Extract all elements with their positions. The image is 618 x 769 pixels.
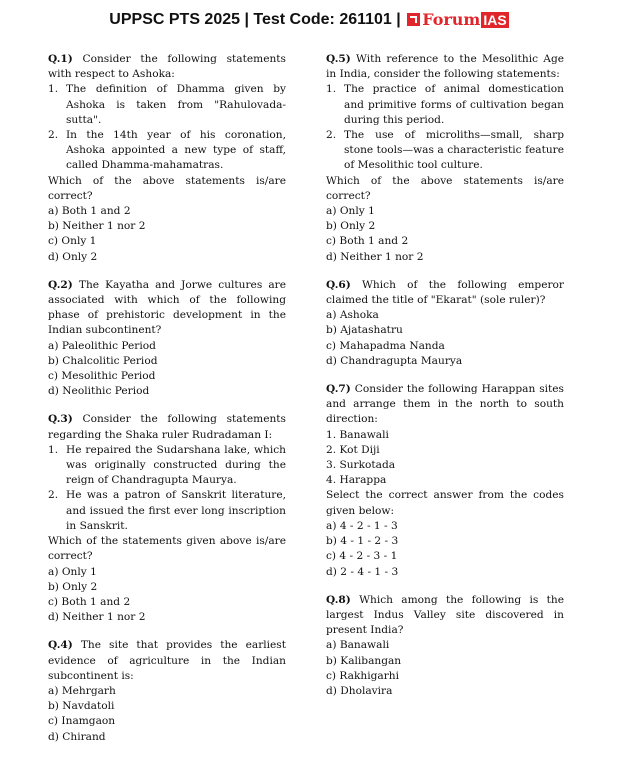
option: d) Neolithic Period: [48, 385, 150, 398]
option: b) 4 - 1 - 2 - 3: [326, 535, 399, 548]
option: a) Paleolithic Period: [48, 339, 156, 352]
site-list-item: 1. Banawali: [326, 428, 389, 441]
question-stem: Q.1) Consider the following statements with respect to Ashoka:: [48, 53, 286, 81]
question-8: [326, 593, 564, 699]
question-stem: Q.7) Consider the following Harappan sites and arrange them in the north to south direction:: [326, 383, 564, 426]
statement: 1. He repaired the Sudarshana lake, which was originally constructed during the reign of Chandragupta Maurya.: [48, 443, 286, 487]
option: b) Kalibangan: [326, 654, 402, 667]
logo-text-forum: Forum: [422, 10, 481, 29]
statement: 2. The use of microliths—small, sharp stone tools—was a characteristic feature of Mesolithic tool culture.: [326, 129, 564, 172]
question-1: [48, 52, 286, 265]
option: d) Dholavira: [326, 684, 393, 697]
site-list-item: 4. Harappa: [326, 474, 387, 487]
option: b) Navdatoli: [48, 700, 115, 713]
question-stem: Q.5) With reference to the Mesolithic Age in India, consider the following statements:: [326, 53, 564, 81]
option: b) Neither 1 nor 2: [48, 220, 146, 233]
arrow-logo-icon: [407, 13, 420, 26]
option: d) Neither 1 nor 2: [326, 250, 424, 263]
logo-text-ias: IAS: [483, 11, 507, 28]
statement: 1. The practice of animal domestication and primitive forms of cultivation began during this period.: [326, 83, 564, 126]
option: a) Both 1 and 2: [48, 205, 131, 218]
option: a) Only 1: [48, 565, 97, 578]
forumias-logo: [407, 10, 509, 29]
question-7: [326, 382, 564, 580]
question-5: [326, 52, 564, 265]
left-column: [48, 52, 286, 758]
question-4: [48, 638, 286, 744]
question-3: [48, 412, 286, 625]
right-column: [326, 52, 564, 712]
option: d) Chandragupta Maurya: [326, 354, 463, 367]
option: a) Mehrgarh: [48, 684, 116, 697]
option: d) Only 2: [48, 250, 98, 263]
option: d) Chirand: [48, 730, 106, 743]
statement: 2. He was a patron of Sanskrit literature, and issued the first ever long inscription in Sanskrit.: [48, 489, 286, 532]
option: c) 4 - 2 - 3 - 1: [326, 550, 398, 563]
option: c) Rakhigarhi: [326, 669, 399, 682]
statement: 1. The definition of Dhamma given by Ashoka is taken from "Rahulovada-sutta".: [48, 83, 286, 126]
question-stem: Q.4) The site that provides the earliest evidence of agriculture in the Indian subcontinent is:: [48, 639, 286, 682]
option: a) 4 - 2 - 1 - 3: [326, 519, 398, 532]
option: c) Inamgaon: [48, 715, 116, 728]
question-6: [326, 278, 564, 369]
option: a) Banawali: [326, 639, 390, 652]
option: a) Only 1: [326, 205, 375, 218]
question-prompt: Which of the above statements is/are correct?: [326, 174, 564, 202]
question-2: [48, 278, 286, 400]
option: b) Only 2: [326, 220, 376, 233]
site-list-item: 2. Kot Diji: [326, 443, 380, 456]
option: d) 2 - 4 - 1 - 3: [326, 565, 399, 578]
question-prompt: Select the correct answer from the codes given below:: [326, 489, 564, 517]
question-prompt: Which of the statements given above is/are correct?: [48, 535, 286, 563]
question-stem: Q.3) Consider the following statements regarding the Shaka ruler Rudradaman I:: [48, 413, 286, 441]
question-stem: Q.8) Which among the following is the largest Indus Valley site discovered in present India?: [326, 593, 565, 637]
page-header: [0, 10, 618, 29]
option: c) Only 1: [48, 235, 97, 248]
question-stem: Q.6) Which of the following emperor claimed the title of "Ekarat" (sole ruler)?: [326, 278, 564, 307]
option: b) Ajatashatru: [326, 324, 403, 337]
statement: 2. In the 14th year of his coronation, Ashoka appointed a new type of staff, called Dhamma-mahamatras.: [48, 129, 286, 172]
option: a) Ashoka: [326, 309, 379, 322]
question-stem: Q.2) The Kayatha and Jorwe cultures are associated with which of the following phase of prehistoric development in the Indian subcontinent?: [48, 278, 286, 337]
option: c) Both 1 and 2: [326, 235, 409, 248]
option: b) Only 2: [48, 580, 98, 593]
option: c) Mahapadma Nanda: [326, 339, 445, 352]
option: b) Chalcolitic Period: [48, 354, 158, 367]
question-prompt: Which of the above statements is/are correct?: [48, 174, 286, 202]
option: c) Mesolithic Period: [48, 370, 156, 383]
option: c) Both 1 and 2: [48, 595, 131, 608]
header-title: UPPSC PTS 2025 | Test Code: 261101 |: [109, 11, 401, 28]
site-list-item: 3. Surkotada: [326, 459, 396, 472]
option: d) Neither 1 nor 2: [48, 611, 146, 624]
